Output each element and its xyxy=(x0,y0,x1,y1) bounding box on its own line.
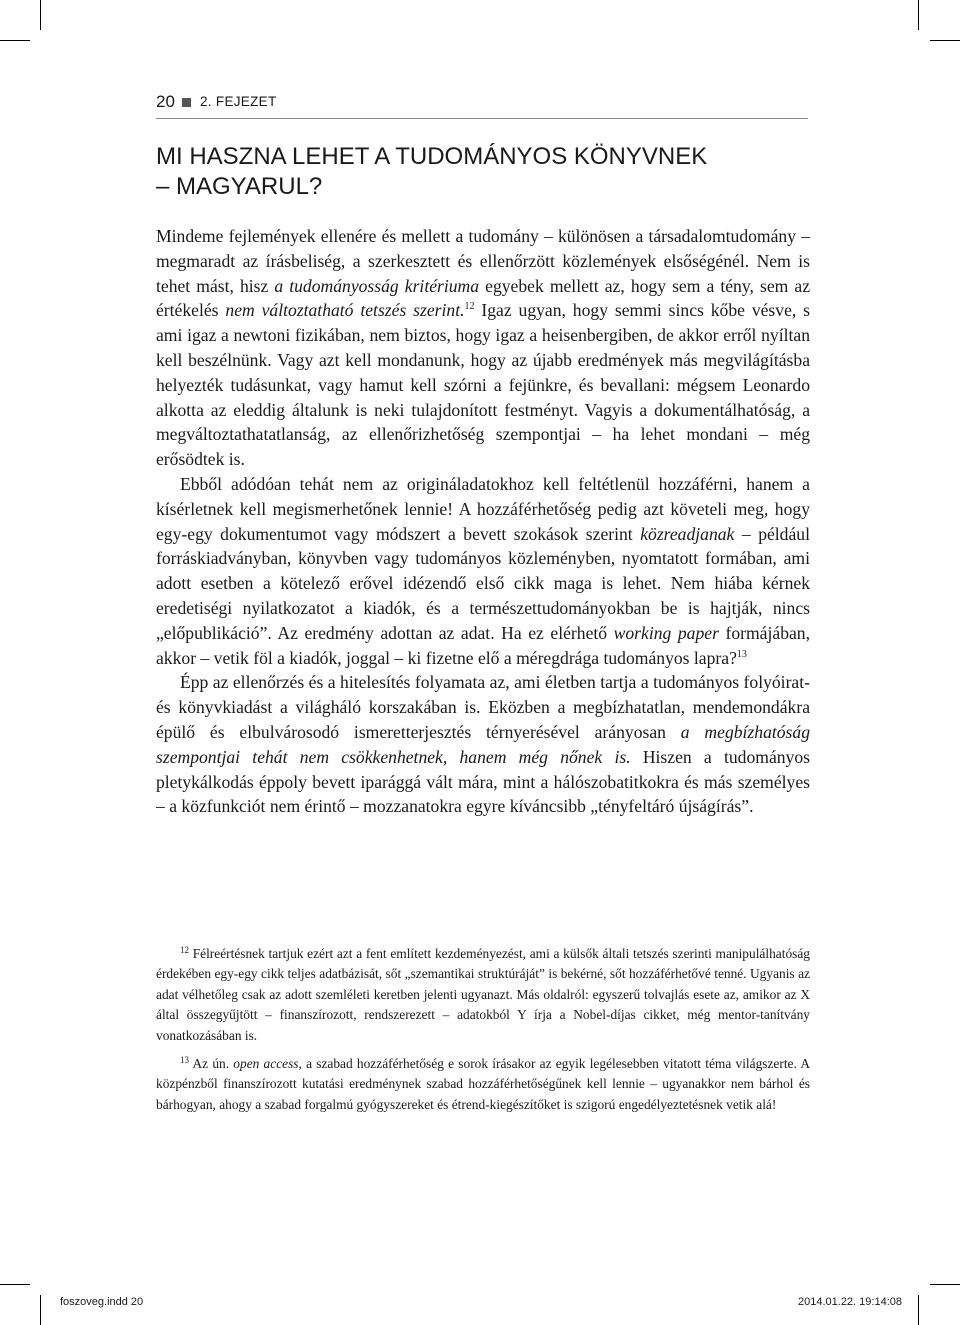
paragraph: Ebből adódóan tehát nem az origináladatokhoz kell feltétlenül hozzáférni, hanem a kísérletnek kell megismerhetőnek lennie! A hozzáférhetőség pedig azt követeli meg, hogy egy-egy dokumentumot vagy módszert a bevett szokások szerint közreadjanak – például forráskiadványban, könyvben vagy tudományos közleményben, nyomtatott formában, ami adott esetben a kötelező erővel idézendő első cikk maga is lehet. Nem hiába kérnek eredetiségi nyilatkozatot a kiadók, és a természettudományokban be is hajtják, nincs „előpublikáció”. Az eredmény adottan az adat. Ha ez elérhető working paper formájában, akkor – vetik föl a kiadók, joggal – ki fizetne elő a méregdrága tudományos lapra?$^{13}$ xyxy=(156,473,810,668)
footnotes xyxy=(156,944,810,1123)
square-bullet-icon xyxy=(182,98,191,107)
paragraph: Mindeme fejlemények ellenére és mellett a tudomány – különösen a társadalomtudomány – megmaradt az írásbeliség, a szerkesztett és ellenőrzött közlemények elsőségénél. Nem is tehet mást, hisz a tudományosság kritériuma egyebek mellett az, hogy sem a tény, sem az értékelés nem változtatható tetszés szerint.$^{12}$ Igaz ugyan, hogy semmi sincs kőbe vésve, s ami igaz a newtoni fizikában, nem biztos, hogy igaz a heisenbergiben, de akkor erről nyíltan kell beszélnünk. Vagy azt kell mondanunk, hogy az újabb eredmények más megvilágításba helyezték tudásunkat, vagy hamut kell szórni a fejünkre, és bevallani: mégsem Leonardo alkotta az eleddig általunk is neki tulajdonított festményt. Vagyis a dokumentálhatóság, a megváltoztathatatlanság, az ellenőrizhetőség szempontjai – ha lehet mondani – még erősödtek is. xyxy=(156,226,811,470)
crop-mark xyxy=(918,0,919,30)
paragraph: Épp az ellenőrzés és a hitelesítés folyamata az, ami életben tartja a tudományos folyóirat- és könyvkiadást a világháló korszakában is. Eközben a megbízhatatlan, mendemondákra épülő és elbulvárosodó ismeretterjesztés térnyerésével arányosan a megbízhatóság szempontjai tehát nem csökkenhetnek, hanem még nőnek is. Hiszen a tudományos pletykálkodás éppoly bevett iparággá vált mára, mint a hálószobatitkokra és más személyes – a közfunkciót nem érintő – mozzanatokra egyre kíváncsibb „tényfeltáró újságírás”. xyxy=(156,672,810,817)
footnote-number: 12 xyxy=(180,945,189,955)
crop-mark xyxy=(0,40,30,41)
crop-mark xyxy=(40,0,41,30)
section-title xyxy=(156,142,796,202)
section-title-line: – MAGYARUL? xyxy=(156,173,323,200)
footnote: $^{13}$ Az ún. open access, a szabad hozzáférhetőség e sorok írásakor az egyik legélesebben vitatott téma világszerte. A közpénzből finanszírozott kutatási eredménynek szabad hozzáférhetőségűnek kell lennie – ugyanakkor nem bárhol és bárhogyan, ahogy a szabad forgalmú gyógyszereket és étrend-kiegészítőket is szigorú engedélyeztetésnek vetik alá! xyxy=(156,1055,810,1112)
footnote-number: 13 xyxy=(180,1055,189,1066)
crop-mark xyxy=(40,1295,41,1325)
slug-timestamp: 2014.01.22. 19:14:08 xyxy=(798,1296,902,1308)
crop-mark xyxy=(0,1284,30,1285)
footnote-ref: 12 xyxy=(464,301,475,313)
slug-filename: foszoveg.indd 20 xyxy=(60,1296,144,1308)
page-number: 20 xyxy=(156,92,175,111)
running-head xyxy=(156,92,808,119)
footnote-ref: 13 xyxy=(736,648,747,660)
footnote: $^{12}$ Félreértésnek tartjuk ezért azt a fent említett kezdeményezést, ami a külsők általi tetszés szerinti manipulálhatóság érdekében egy-egy cikk teljes adatbázisát, sőt „szemantikai struktúráját” is bekérné, sőt hozzáférhetővé tenné. Ugyanis az adat vélhetőleg csak az adott szemléleti keretben jelenti ugyanazt. Más oldalról: egyszerű tolvajlás esete az, amikor az X által összegyűjtött – finanszírozott, rendszerezett – adatokból Y írja a Nobel-díjas cikket, még mentor-tanítvány vonatkozásában is. xyxy=(156,945,810,1043)
section-title-line: MI HASZNA LEHET A TUDOMÁNYOS KÖNYVNEK xyxy=(156,143,708,170)
crop-mark xyxy=(930,1284,960,1285)
chapter-label: 2. FEJEZET xyxy=(200,94,277,109)
crop-mark xyxy=(930,40,960,41)
crop-mark xyxy=(918,1295,919,1325)
body-text xyxy=(156,224,810,819)
